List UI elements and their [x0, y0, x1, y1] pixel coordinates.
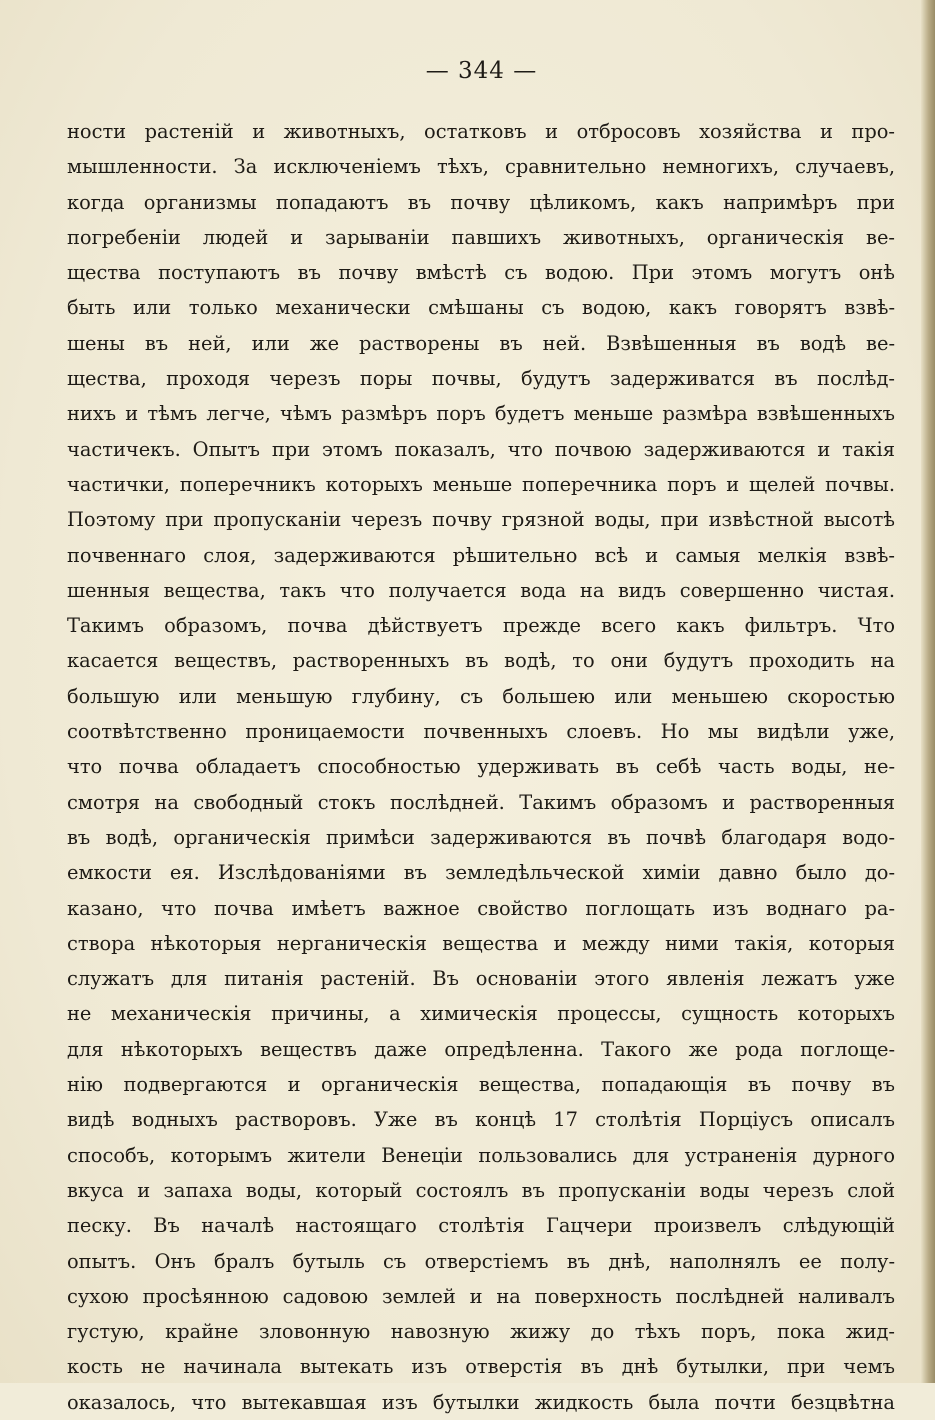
body-text [67, 114, 895, 1420]
text-line: видѣ водныхъ растворовъ. Уже въ концѣ 17 столѣтія Порціусъ описалъ [67, 1108, 895, 1132]
text-line: служатъ для питанія растеній. Въ основаніи этого явленія лежатъ уже [67, 967, 895, 991]
page-number: — 344 — [425, 58, 538, 84]
text-line: шенныя вещества, такъ что получается вода на видъ совершенно чистая. [67, 578, 895, 602]
text-line: не механическія причины, а химическія процессы, сущность которыхъ [67, 1002, 895, 1026]
text-line: быть или только механически смѣшаны съ водою, какъ говорятъ взвѣ- [67, 296, 895, 320]
text-line: кость не начинала вытекать изъ отверстія въ днѣ бутылки, при чемъ [67, 1355, 895, 1379]
text-line: песку. Въ началѣ настоящаго столѣтія Гацчери произвелъ слѣдующій [67, 1214, 895, 1238]
text-line: почвеннаго слоя, задерживаются рѣшительно всѣ и самыя мелкія взвѣ- [67, 543, 895, 567]
page-edge-shadow [921, 0, 935, 1383]
text-line: опытъ. Онъ бралъ бутыль съ отверстіемъ въ днѣ, наполнялъ ее полу- [67, 1249, 895, 1273]
text-line: нихъ и тѣмъ легче, чѣмъ размѣръ поръ будетъ меньше размѣра взвѣшенныхъ [67, 402, 895, 426]
text-line: вкуса и запаха воды, который состоялъ въ пропусканіи воды черезъ слой [67, 1178, 895, 1202]
text-line: створа нѣкоторыя нерганическія вещества и между ними такія, которыя [67, 931, 895, 955]
text-line: казано, что почва имѣетъ важное свойство поглощать изъ воднаго ра- [67, 896, 895, 920]
text-line: большую или меньшую глубину, съ большею или меньшею скоростью [67, 684, 895, 708]
text-line: соотвѣтственно проницаемости почвенныхъ слоевъ. Но мы видѣли уже, [67, 720, 895, 744]
text-line: емкости ея. Изслѣдованіями въ земледѣльческой химіи давно было до- [67, 861, 895, 885]
text-line: оказалось, что вытекавшая изъ бутылки жидкость была почти безцвѣтна [67, 1390, 895, 1414]
text-line: Такимъ образомъ, почва дѣйствуетъ прежде всего какъ фильтръ. Что [67, 614, 895, 638]
text-line: ности растеній и животныхъ, остатковъ и отбросовъ хозяйства и про- [67, 120, 895, 143]
text-line: что почва обладаетъ способностью удерживать въ себѣ часть воды, не- [67, 755, 895, 779]
text-line: для нѣкоторыхъ веществъ даже опредѣленна. Такого же рода поглоще- [67, 1037, 895, 1061]
text-line: нію подвергаются и органическія вещества, попадающія въ почву въ [67, 1073, 895, 1097]
text-line: частички, поперечникъ которыхъ меньше поперечника поръ и щелей почвы. [67, 472, 895, 496]
text-line: погребеніи людей и зарываніи павшихъ животныхъ, органическія ве- [67, 225, 895, 249]
text-line: щества, проходя черезъ поры почвы, будутъ задерживатся въ послѣд- [67, 367, 895, 391]
text-line: сухою просѣянною садовою землей и на поверхность послѣдней наливалъ [67, 1284, 895, 1308]
text-line: Поэтому при пропусканіи черезъ почву грязной воды, при извѣстной высотѣ [67, 508, 895, 532]
text-line: способъ, которымъ жители Венеціи пользовались для устраненія дурного [67, 1143, 895, 1167]
text-line: смотря на свободный стокъ послѣдней. Такимъ образомъ и растворенныя [67, 790, 895, 814]
text-line: въ водѣ, органическія примѣси задерживаются въ почвѣ благодаря водо- [67, 825, 895, 849]
text-line: густую, крайне зловонную навозную жижу до тѣхъ поръ, пока жид- [67, 1320, 895, 1344]
text-line: мышленности. За исключеніемъ тѣхъ, сравнительно немногихъ, случаевъ, [67, 155, 895, 179]
text-line: шены въ ней, или же растворены въ ней. Взвѣшенныя въ водѣ ве- [67, 331, 895, 355]
text-line: когда организмы попадаютъ въ почву цѣликомъ, какъ напримѣръ при [67, 190, 895, 214]
text-line: частичекъ. Опытъ при этомъ показалъ, что почвою задерживаются и такія [67, 437, 895, 461]
text-line: щества поступаютъ въ почву вмѣстѣ съ водою. При этомъ могутъ онѣ [67, 261, 895, 285]
text-line: касается веществъ, растворенныхъ въ водѣ, то они будутъ проходить на [67, 649, 895, 673]
